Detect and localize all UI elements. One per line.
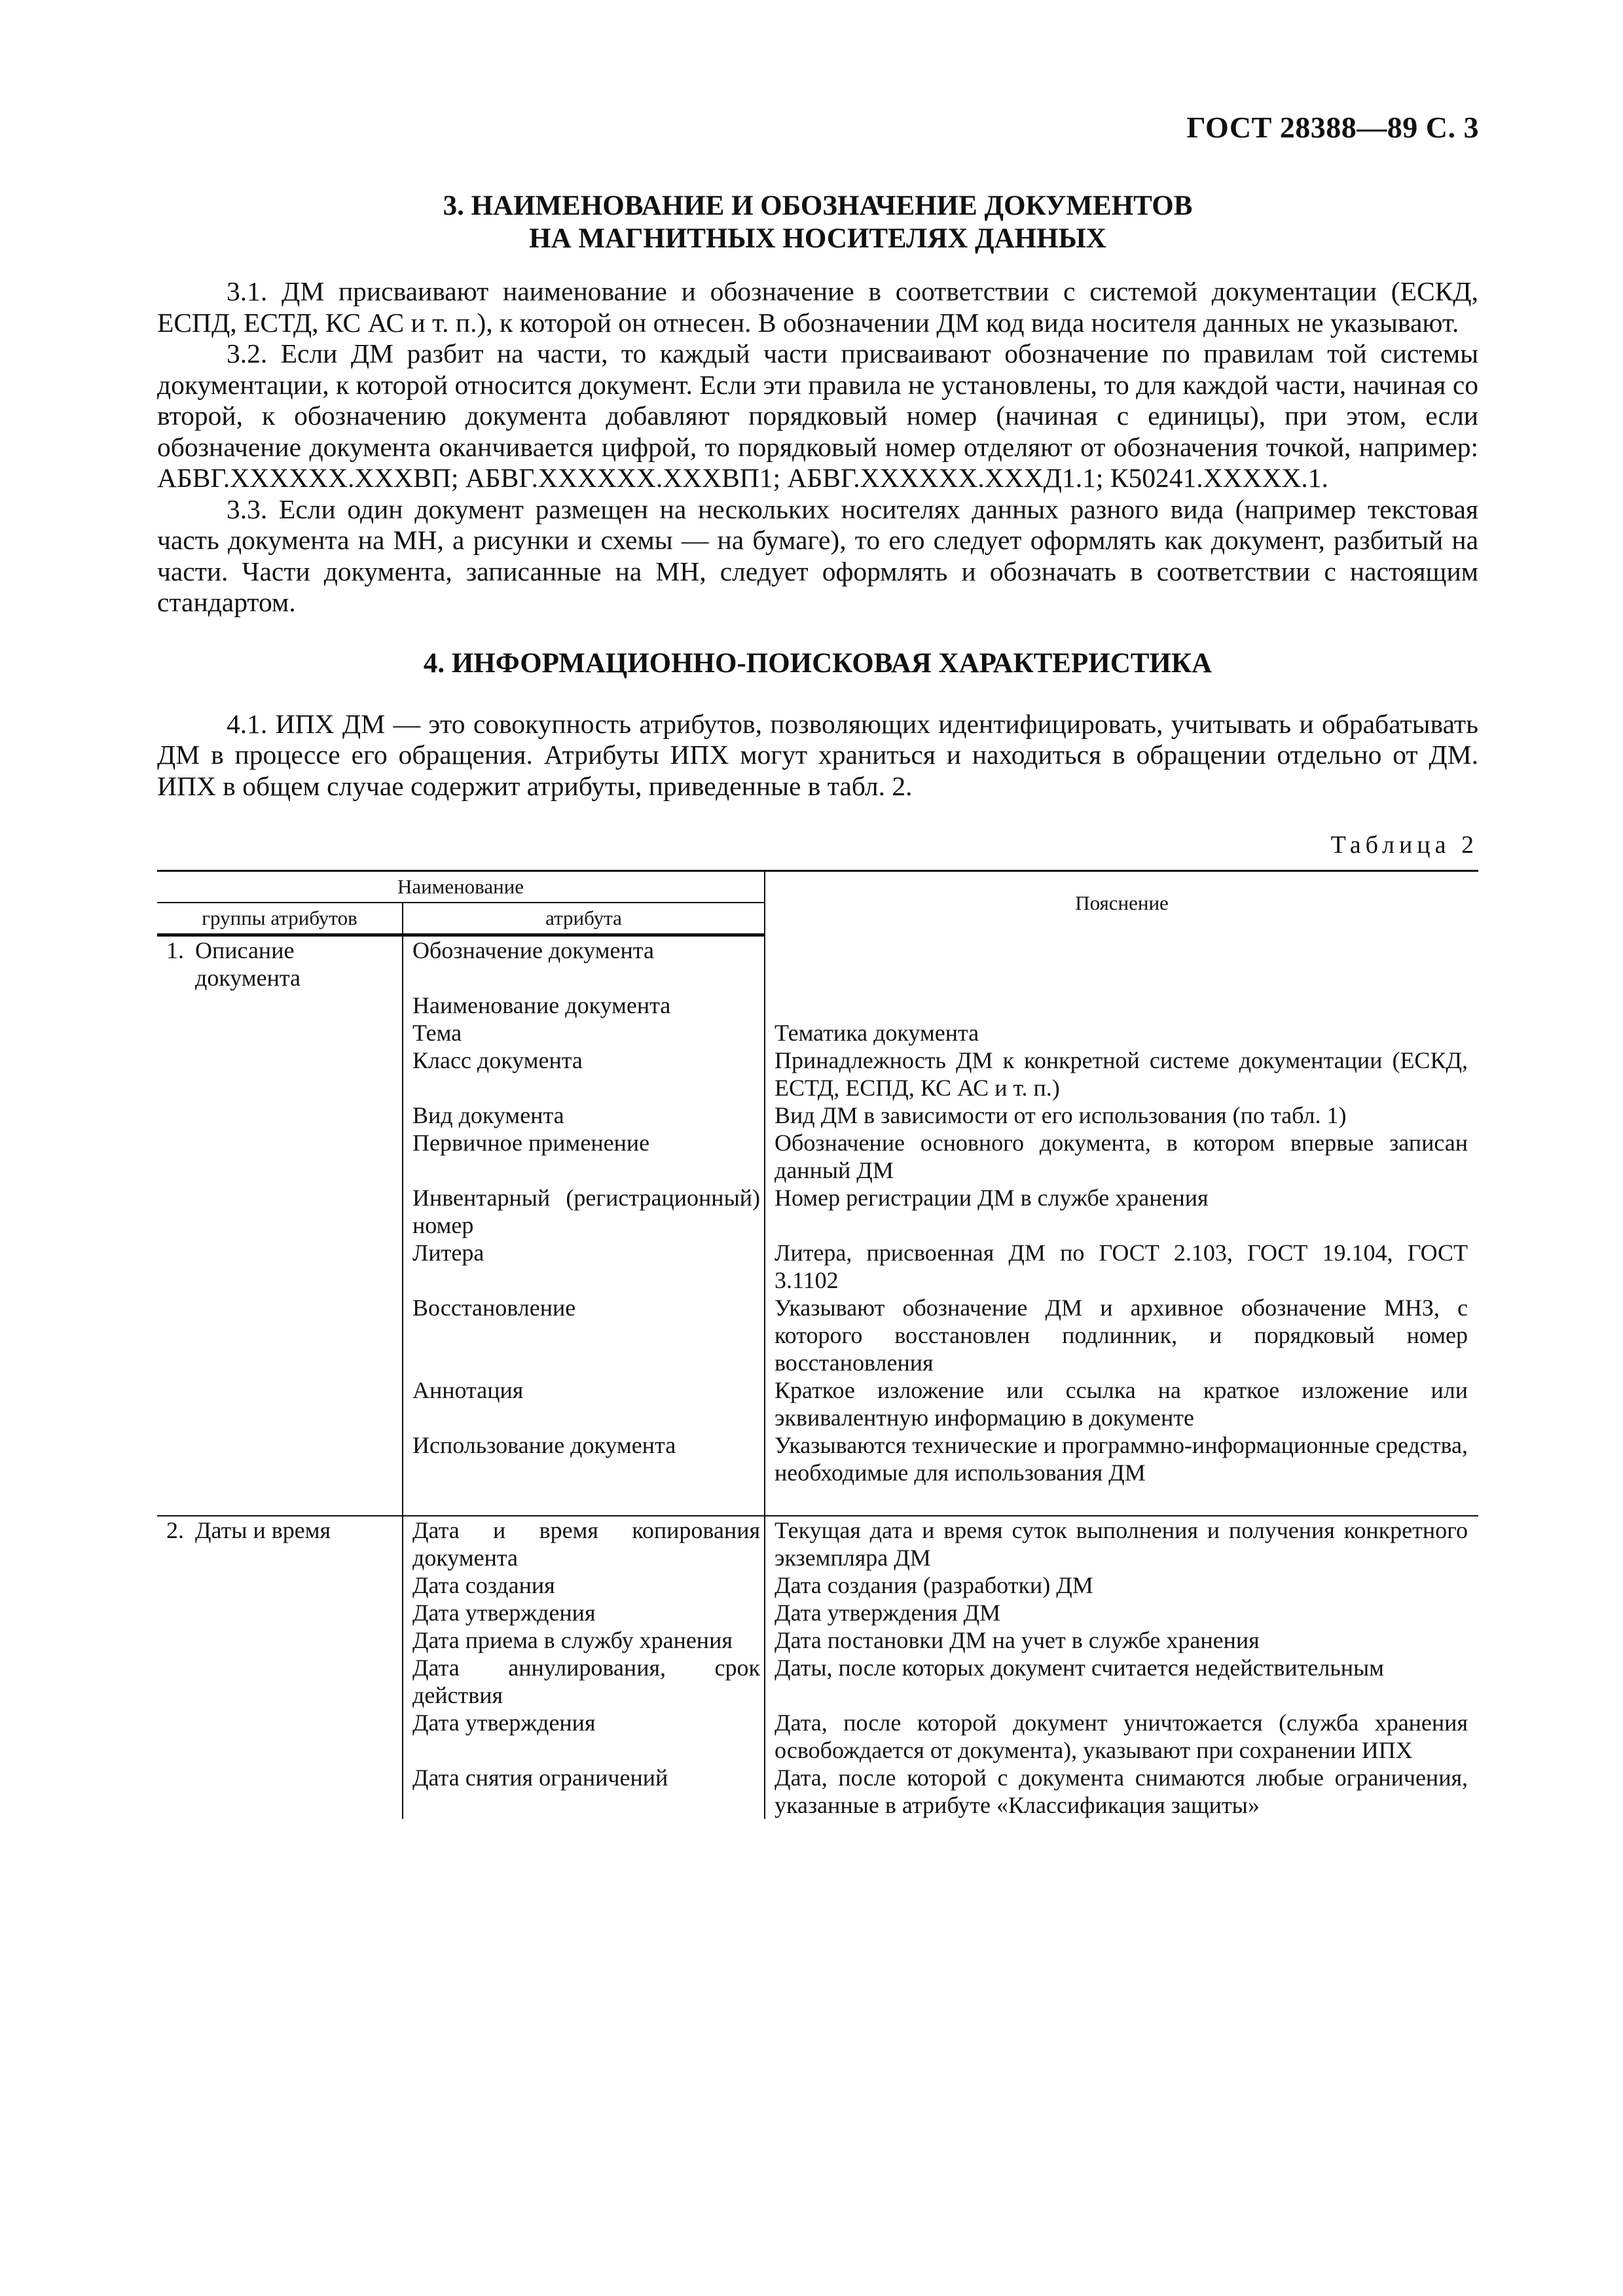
table-row xyxy=(157,1047,1478,1102)
table-row xyxy=(157,1654,1478,1709)
attribute-cell: Дата аннулирования, срок действия xyxy=(403,1654,765,1709)
gap-cell xyxy=(403,1486,765,1516)
explanation-cell: Текущая дата и время суток выполнения и получения конкретного экземпляра ДМ xyxy=(765,1516,1478,1571)
table-row xyxy=(157,1376,1478,1431)
attribute-cell: Аннотация xyxy=(403,1376,765,1431)
section-3-title xyxy=(157,190,1478,255)
group-cell xyxy=(157,1654,403,1709)
group-label xyxy=(166,1516,398,1544)
group-cell xyxy=(157,1764,403,1819)
explanation-cell: Указывают обозначение ДМ и архивное обозначение МНЗ, с которого восстановлен подлинник, и порядковый номер восстановления xyxy=(775,1295,1468,1376)
table-row xyxy=(157,1709,1478,1764)
table-row xyxy=(157,1184,1478,1239)
explanation-cell xyxy=(765,992,1478,1019)
attribute-cell: Дата и время копирования документа xyxy=(403,1516,765,1571)
attributes-table xyxy=(157,870,1478,1819)
group-cell xyxy=(157,1019,403,1047)
attribute-cell: Инвентарный (регистрационный) номер xyxy=(403,1184,765,1239)
main-content xyxy=(157,190,1478,1819)
table-caption: Таблица 2 xyxy=(1330,831,1478,859)
table-row xyxy=(157,935,1478,992)
group-cell xyxy=(157,1599,403,1626)
table-row xyxy=(157,1764,1478,1819)
table-row xyxy=(157,1239,1478,1294)
group-cell xyxy=(157,1239,403,1294)
group-name: Описание документа xyxy=(195,937,301,991)
paragraph-4-1: 4.1. ИПХ ДМ — это совокупность атрибутов, позволяющих идентифицировать, учитывать и обрабатывать ДМ в процессе его обращения. Атрибуты ИПХ могут храниться и находиться в обращении отдельно от ДМ. ИПХ в общем случае содержит атрибуты, приведенные в табл. 2. xyxy=(157,708,1478,801)
section-3-title-line1: 3. НАИМЕНОВАНИЕ И ОБОЗНАЧЕНИЕ ДОКУМЕНТОВ xyxy=(443,190,1193,221)
group-gap-row xyxy=(157,1486,1478,1516)
table-row xyxy=(157,1019,1478,1047)
header-gruppy: группы атрибутов xyxy=(157,903,403,935)
section-3-body xyxy=(157,276,1478,619)
explanation-cell: Принадлежность ДМ к конкретной системе документации (ЕСКД, ЕСТД, ЕСПД, КС АС и т. п.) xyxy=(775,1047,1468,1101)
paragraph-3-2: 3.2. Если ДМ разбит на части, то каждый части присваивают обозначение по правилам той системы документации, к которой относится документ. Если эти правила не установлены, то для каждой части, начиная со второй, к обозначению документа добавляют порядковый номер (начиная с единицы), при этом, если обозначение документа оканчивается цифрой, то порядковый номер отделяют от обозначения точкой, например: АБВГ.XXXXXX.XXXВП; АБВГ.XXXXXX.XXXВП1; АБВГ.XXXXXX.XXXД1.1; К50241.XXXXX.1. xyxy=(157,338,1478,493)
attribute-cell: Дата утверждения xyxy=(403,1709,765,1764)
group-cell xyxy=(157,1626,403,1654)
table-body xyxy=(157,935,1478,1820)
explanation-cell: Даты, после которых документ считается недействительным xyxy=(775,1655,1384,1681)
attribute-cell: Дата снятия ограничений xyxy=(403,1764,765,1819)
explanation-cell: Номер регистрации ДМ в службе хранения xyxy=(775,1185,1209,1211)
group-cell xyxy=(157,1376,403,1431)
group-number: 2. xyxy=(166,1517,184,1543)
explanation-cell: Тематика документа xyxy=(775,1020,979,1046)
group-cell xyxy=(157,935,403,992)
paragraph-3-3: 3.3. Если один документ размещен на нескольких носителях данных разного вида (например текстовая часть документа на МН, а рисунки и схемы — на бумаге), то его следует оформлять как документ, разбитый на части. Части документа, записанные на МН, следует оформлять и обозначать в соответствии с настоящим стандартом. xyxy=(157,493,1478,617)
group-cell xyxy=(157,1431,403,1486)
attribute-cell: Восстановление xyxy=(403,1294,765,1376)
group-cell xyxy=(157,1102,403,1129)
group-name: Даты и время xyxy=(195,1517,331,1543)
explanation-cell: Дата, после которой документ уничтожается (служба хранения освобождается от документа), указывают при сохранении ИПХ xyxy=(775,1710,1468,1763)
explanation-cell: Дата создания (разработки) ДМ xyxy=(775,1572,1093,1598)
explanation-cell: Указываются технические и программно-информационные средства, необходимые для использования ДМ xyxy=(775,1432,1468,1486)
header-naimenovanie: Наименование xyxy=(157,871,765,903)
attribute-cell: Дата создания xyxy=(403,1571,765,1599)
group-cell xyxy=(157,1709,403,1764)
attribute-cell: Класс документа xyxy=(403,1047,765,1102)
paragraph-3-1: 3.1. ДМ присваивают наименование и обозначение в соответствии с системой документации (ЕСКД, ЕСПД, ЕСТД, КС АС и т. п.), к которой он отнесен. В обозначении ДМ код вида носителя данных не указывают. xyxy=(157,276,1478,338)
group-label xyxy=(166,937,398,992)
attribute-cell: Тема xyxy=(403,1019,765,1047)
section-4-title: 4. ИНФОРМАЦИОННО-ПОИСКОВАЯ ХАРАКТЕРИСТИКА xyxy=(423,647,1213,679)
explanation-cell: Литера, присвоенная ДМ по ГОСТ 2.103, ГОСТ 19.104, ГОСТ 3.1102 xyxy=(775,1240,1468,1293)
section-4-title-block xyxy=(157,647,1478,680)
attribute-cell: Дата приема в службу хранения xyxy=(403,1626,765,1654)
table-row xyxy=(157,1294,1478,1376)
explanation-cell: Дата постановки ДМ на учет в службе хранения xyxy=(775,1627,1260,1653)
table-row xyxy=(157,1571,1478,1599)
attribute-cell: Дата утверждения xyxy=(403,1599,765,1626)
table-row xyxy=(157,1102,1478,1129)
table-row xyxy=(157,1516,1478,1571)
group-cell xyxy=(157,992,403,1019)
group-cell xyxy=(157,1047,403,1102)
table-row xyxy=(157,1626,1478,1654)
group-number: 1. xyxy=(166,937,184,963)
group-cell xyxy=(157,1571,403,1599)
group-cell xyxy=(157,1129,403,1184)
gap-cell xyxy=(157,1486,403,1516)
explanation-cell xyxy=(765,935,1478,992)
table-row xyxy=(157,1431,1478,1486)
section-3-title-line2: НА МАГНИТНЫХ НОСИТЕЛЯХ ДАННЫХ xyxy=(529,223,1106,254)
header-poyasnenie: Пояснение xyxy=(765,871,1478,935)
table-row xyxy=(157,1599,1478,1626)
explanation-cell: Дата, после которой с документа снимаются любые ограничения, указанные в атрибуте «Классификация защиты» xyxy=(775,1765,1468,1818)
explanation-cell: Вид ДМ в зависимости от его использования (по табл. 1) xyxy=(775,1102,1347,1128)
group-cell xyxy=(157,1184,403,1239)
explanation-cell: Обозначение основного документа, в котором впервые записан данный ДМ xyxy=(775,1130,1468,1183)
gap-cell xyxy=(765,1486,1478,1516)
table-row xyxy=(157,1129,1478,1184)
explanation-cell: Дата утверждения ДМ xyxy=(775,1600,1001,1626)
group-cell xyxy=(157,1294,403,1376)
attribute-cell: Наименование документа xyxy=(403,992,765,1019)
page-header: ГОСТ 28388—89 С. 3 xyxy=(1186,111,1479,144)
attribute-cell: Первичное применение xyxy=(403,1129,765,1184)
explanation-cell: Краткое изложение или ссылка на краткое изложение или эквивалентную информацию в документе xyxy=(775,1377,1468,1431)
attribute-cell: Обозначение документа xyxy=(403,935,765,992)
group-cell xyxy=(157,1516,403,1571)
attribute-cell: Вид документа xyxy=(403,1102,765,1129)
attribute-cell: Использование документа xyxy=(403,1431,765,1486)
table-row xyxy=(157,992,1478,1019)
attribute-cell: Литера xyxy=(403,1239,765,1294)
header-atributa: атрибута xyxy=(403,903,765,935)
